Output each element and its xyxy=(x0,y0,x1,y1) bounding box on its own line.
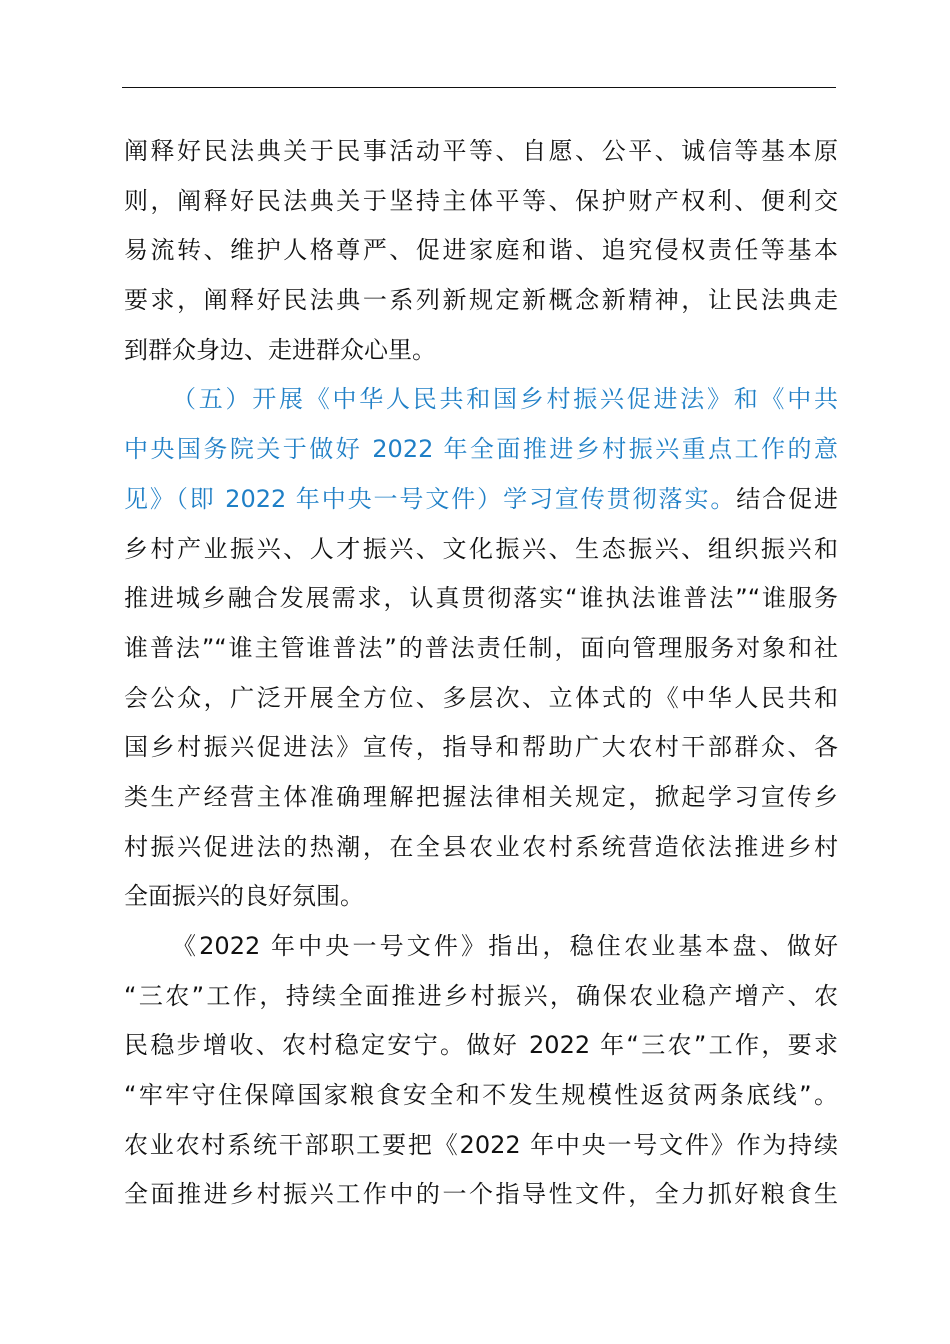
paragraph-line: “牢牢守住保障国家粮食安全和不发生规模性返贫两条底线”。 xyxy=(124,1081,838,1110)
paragraph-line: 全面推进乡村振兴工作中的一个指导性文件，全力抓好粮食生 xyxy=(124,1180,838,1209)
section-heading-text: 见》（即 2022 年中央一号文件）学习宣传贯彻落实。 xyxy=(124,484,737,513)
paragraph-line: 类生产经营主体准确理解把握法律相关规定，掀起学习宣传乡 xyxy=(124,782,838,811)
paragraph-line: 到群众身边、走进群众心里。 xyxy=(124,335,436,364)
paragraph-line: 要求，阐释好民法典一系列新规定新概念新精神，让民法典走 xyxy=(124,286,838,315)
paragraph-line: 《2022 年中央一号文件》指出，稳住农业基本盘、做好 xyxy=(172,932,838,960)
paragraph-line: 阐释好民法典关于民事活动平等、自愿、公平、诚信等基本原 xyxy=(124,137,838,165)
header-rule xyxy=(122,87,836,88)
paragraph-line: 则，阐释好民法典关于坚持主体平等、保护财产权利、便利交 xyxy=(124,186,838,215)
paragraph-line: 民稳步增收、农村稳定安宁。做好 2022 年“三农”工作，要求 xyxy=(124,1031,838,1060)
section-heading-line xyxy=(124,475,838,525)
paragraph-text: 结合促进 xyxy=(736,484,838,513)
paragraph-line: 乡村产业振兴、人才振兴、文化振兴、生态振兴、组织振兴和 xyxy=(124,534,838,563)
paragraph-line: 农业农村系统干部职工要把《2022 年中央一号文件》作为持续 xyxy=(124,1130,838,1159)
paragraph-line: 全面振兴的良好氛围。 xyxy=(124,882,364,911)
paragraph-line: 国乡村振兴促进法》宣传，指导和帮助广大农村干部群众、各 xyxy=(124,733,838,762)
paragraph-line: 谁普法”“谁主管谁普法”的普法责任制，面向管理服务对象和社 xyxy=(124,633,838,662)
paragraph-line: “三农”工作，持续全面推进乡村振兴，确保农业稳产增产、农 xyxy=(124,981,838,1010)
document-body xyxy=(124,127,838,1220)
paragraph-line: 推进城乡融合发展需求，认真贯彻落实“谁执法谁普法”“谁服务 xyxy=(124,584,838,613)
section-heading-line: 中央国务院关于做好 2022 年全面推进乡村振兴重点工作的意 xyxy=(124,435,838,464)
paragraph-line: 会公众，广泛开展全方位、多层次、立体式的《中华人民共和 xyxy=(124,683,838,712)
paragraph-line: 易流转、维护人格尊严、促进家庭和谐、追究侵权责任等基本 xyxy=(124,236,838,265)
paragraph-line: 村振兴促进法的热潮，在全县农业农村系统营造依法推进乡村 xyxy=(124,832,838,861)
section-heading-line: （五）开展《中华人民共和国乡村振兴促进法》和《中共 xyxy=(172,385,838,414)
